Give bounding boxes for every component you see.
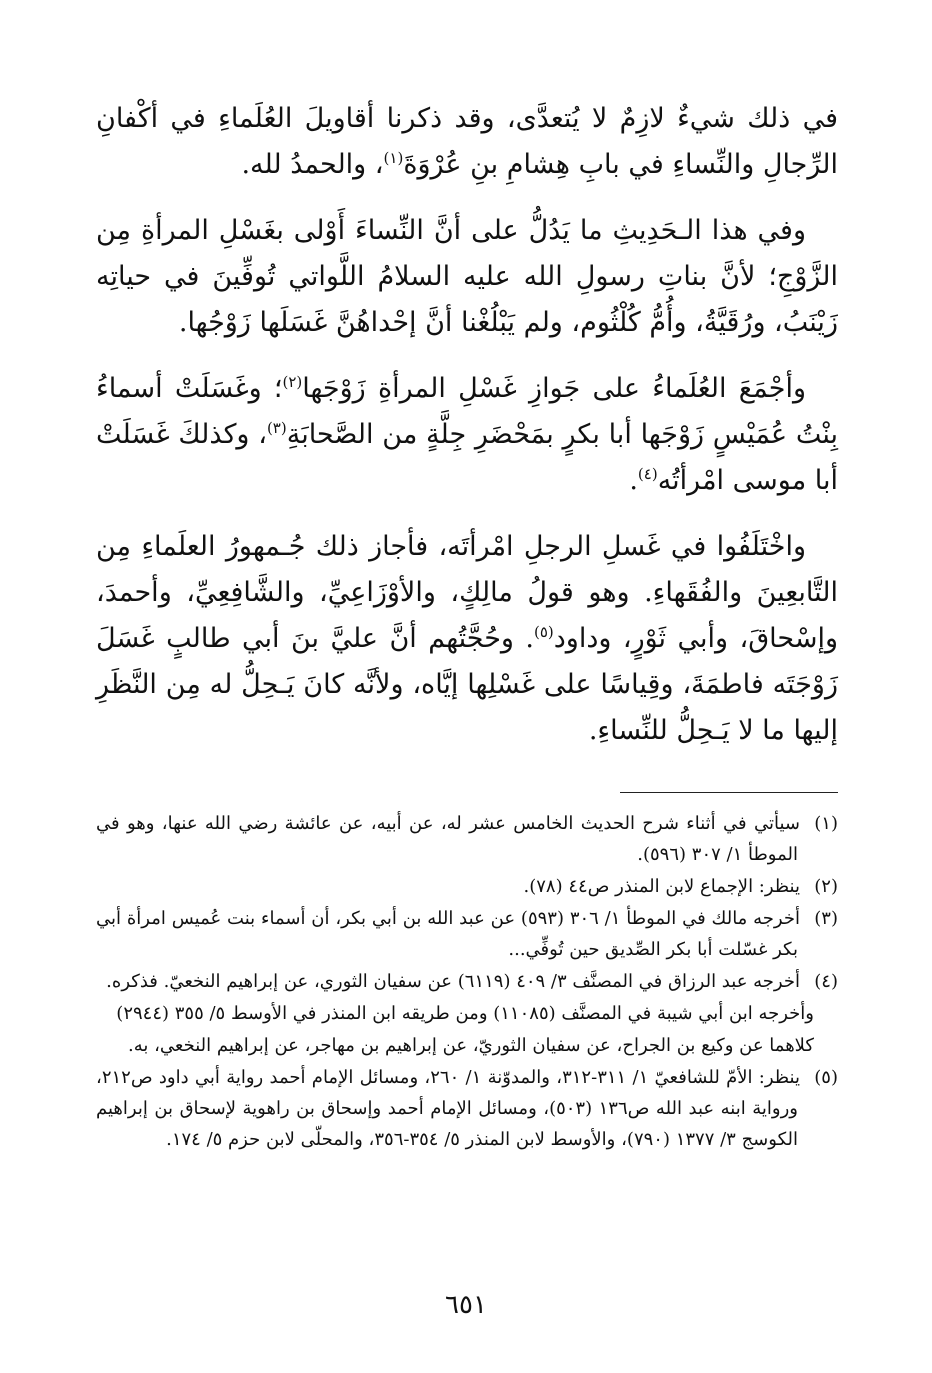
- paragraph-3: وأجْمَعَ العُلَماءُ على جَوازِ غَسْلِ المرأةِ زَوْجَها$^{(٢)}$؛ وغَسَلَتْ أسماءُ بِنْتُ عُمَيْسٍ زَوْجَها أبا بكرٍ بمَحْضَرِ جِلَّةٍ من الصَّحابَةِ$^{(٣)}$، وكذلكَ غَسَلَتْ أبا موسى امْرأتُه$^{(٤)}$.: [96, 373, 838, 496]
- footnote-number: (٤): [814, 971, 838, 992]
- footnotes: [96, 808, 838, 1156]
- footnote-number: (١): [814, 813, 838, 834]
- page-number: ٦٥١: [445, 1290, 487, 1320]
- footnote-separator: [620, 792, 838, 793]
- footnote-ref-3[interactable]: (٣): [266, 419, 287, 437]
- footnote-ref-4[interactable]: (٤): [637, 465, 658, 483]
- footnote-4-continuation: وأخرجه ابن أبي شيبة في المصنَّف (١١٠٨٥) ومن طريقه ابن المنذر في الأوسط ٥/ ٣٥٥ (٢٩٤٤): [116, 1003, 814, 1024]
- main-text: [96, 96, 838, 774]
- footnote-text: سيأتي في أثناء شرح الحديث الخامس عشر له، عن أبيه، عن عائشة رضي الله عنها، وهو في الموطأ ١/ ٣٠٧ (٥٩٦).: [96, 813, 800, 865]
- footnote-text: أخرجه عبد الرزاق في المصنَّف ٣/ ٤٠٩ (٦١١٩) عن سفيان الثوري، عن إبراهيم النخعيّ. فذكره.: [106, 971, 800, 992]
- footnote-ref-5[interactable]: (٥): [534, 623, 554, 641]
- footnote-5: [96, 1062, 838, 1155]
- footnote-text: أخرجه مالك في الموطأ ١/ ٣٠٦ (٥٩٣) عن عبد الله بن أبي بكر، أن أسماء بنت عُميس امرأة أبي بكر غسّلت أبا بكر الصِّديق حين تُوفِّي...: [96, 908, 800, 960]
- footnote-text: ينظر: الأمّ للشافعيّ ١/ ٣١١-٣١٢، والمدوّنة ١/ ٢٦٠، ومسائل الإمام أحمد رواية أبي داود ص٢١٢، ورواية ابنه عبد الله ص١٣٦ (٥٠٣)، ومسائل الإمام أحمد وإسحاق بن راهوية لإسحاق بن إبراهيم الكوسج ٣/ ١٣٧٧ (٧٩٠)، والأوسط لابن المنذر ٥/ ٣٥٤-٣٥٦، والمحلّى لابن حزم ٥/ ١٧٤.: [96, 1067, 800, 1150]
- footnote-text: ينظر: الإجماع لابن المنذر ص٤٤ (٧٨).: [523, 876, 800, 897]
- footnote-2: [96, 871, 838, 902]
- footnote-3: [96, 903, 838, 965]
- paragraph-1: في ذلك شيءٌ لازِمٌ لا يُتعدَّى، وقد ذكرنا أقاويلَ العُلَماءِ في أكْفانِ الرِّجالِ والنِّساءِ في بابِ هِشامِ بنِ عُرْوَةَ$^{(١)}$، والحمدُ لله.: [96, 103, 838, 180]
- footnote-number: (٣): [814, 908, 838, 929]
- footnote-number: (٢): [814, 876, 838, 897]
- paragraph-2: وفي هذا الـحَدِيثِ ما يَدُلُّ على أنَّ النِّساءَ أَوْلى بغَسْلِ المرأةِ مِن الزَّوْجِ؛ لأنَّ بناتِ رسولِ الله عليه السلامُ اللَّواتي تُوفِّينَ في حياتِه زَيْنَبُ، ورُقَيَّةُ، وأُمُّ كُلْثُوم، ولم يَبْلُغْنا أنَّ إحْداهُنَّ غَسَلَها زَوْجُها.: [96, 215, 838, 338]
- footnote-1: [96, 808, 838, 870]
- footnote-ref-2[interactable]: (٢): [282, 373, 303, 391]
- footnote-number: (٥): [814, 1067, 838, 1088]
- footnote-ref-1[interactable]: (١): [383, 149, 404, 167]
- paragraph-4: واخْتَلَفُوا في غَسلِ الرجلِ امْرأتَه، فأجاز ذلك جُـمهورُ العلَماءِ مِن التَّابعِينَ والفُقَهاءِ. وهو قولُ مالِكٍ، والأوْزَاعِيِّ، والشَّافِعِيِّ، وأحمدَ، وإسْحاقَ، وأبي ثَوْرٍ، وداود$^{(٥)}$. وحُجَّتُهم أنَّ عليَّ بنَ أبي طالبٍ غَسَلَ زَوْجَتَه فاطمَةَ، وقِياسًا على غَسْلِها إيَّاه، ولأنَّه كانَ يَـحِلُّ له مِن النَّظَرِ إليها ما لا يَـحِلُّ للنِّساءِ.: [96, 531, 838, 746]
- footnote-4-continuation: كلاهما عن وكيع بن الجراح، عن سفيان الثوريّ، عن إبراهيم بن مهاجر، عن إبراهيم النخعي، به.: [128, 1035, 814, 1056]
- footnote-4: [96, 966, 838, 997]
